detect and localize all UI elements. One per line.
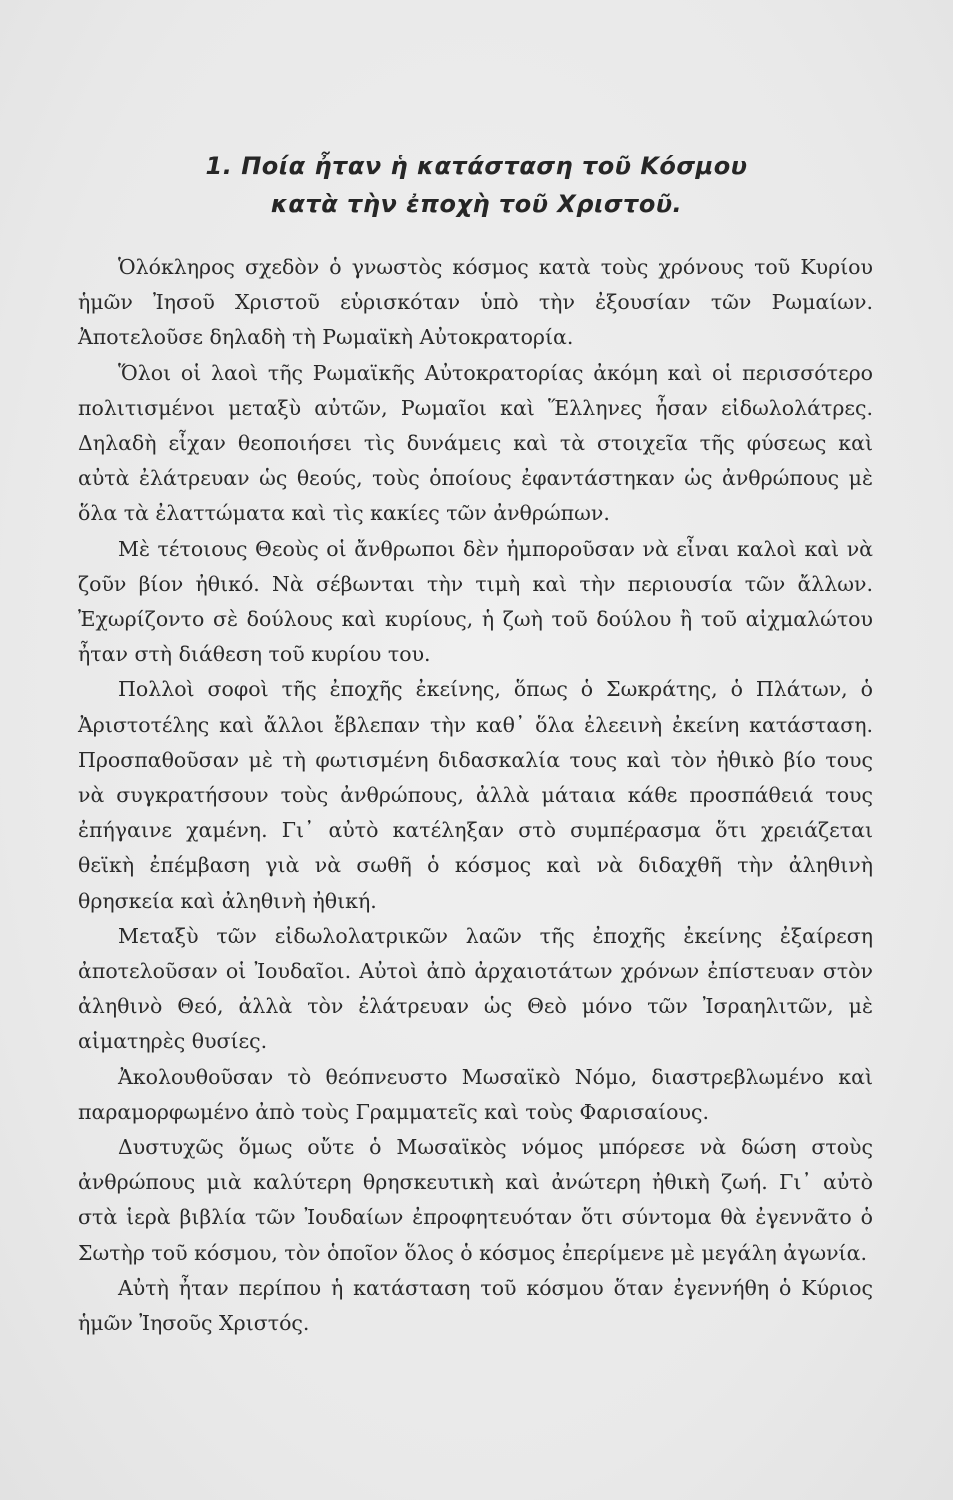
chapter-title-line-2: κατὰ τὴν ἐποχὴ τοῦ Χριστοῦ. [270,190,683,218]
paragraph: Ἀκολουθοῦσαν τὸ θεόπνευστο Μωσαϊκὸ Νόμο, διαστρεβλωμένο καὶ παραμορφωμένο ἀπὸ τοὺς Γραμματεῖς καὶ τοὺς Φαρισαίους. [78,1064,873,1124]
chapter-body [78,250,873,1341]
paragraph: Πολλοὶ σοφοὶ τῆς ἐποχῆς ἐκείνης, ὅπως ὁ Σωκράτης, ὁ Πλάτων, ὁ Ἀριστοτέλης καὶ ἄλλοι ἔβλεπαν τὴν καθ᾽ ὅλα ἐλεεινὴ ἐκείνη κατάσταση. Προσπαθοῦσαν μὲ τὴ φωτισμένη διδασκαλία τους καὶ τὸν ἠθικὸ βίο τους νὰ συγκρατήσουν τοὺς ἀνθρώπους, ἀλλὰ μάταια κάθε προσπάθειά τους ἐπήγαινε χαμένη. Γι᾽ αὐτὸ κατέληξαν στὸ συμπέρασμα ὅτι χρειάζεται θεϊκὴ ἐπέμβαση γιὰ νὰ σωθῆ ὁ κόσμος καὶ νὰ διδαχθῆ τὴν ἀληθινὴ θρησκεία καὶ ἀληθινὴ ἠθική. [78,677,873,913]
paragraph: Μὲ τέτοιους Θεοὺς οἱ ἄνθρωποι δὲν ἠμποροῦσαν νὰ εἶναι καλοὶ καὶ νὰ ζοῦν βίον ἠθικό. Νὰ σέβωνται τὴν τιμὴ καὶ τὴν περιουσία τῶν ἄλλων. Ἐχωρίζοντο σὲ δούλους καὶ κυρίους, ἡ ζωὴ τοῦ δούλου ἢ τοῦ αἰχμαλώτου ἦταν στὴ διάθεση τοῦ κυρίου του. [78,536,873,667]
paragraph: Δυστυχῶς ὅμως οὔτε ὁ Μωσαϊκὸς νόμος μπόρεσε νὰ δώση στοὺς ἀνθρώπους μιὰ καλύτερη θρησκευτικὴ καὶ ἀνώτερη ἠθικὴ ζωή. Γι᾽ αὐτὸ στὰ ἱερὰ βιβλία τῶν Ἰουδαίων ἐπροφητευόταν ὅτι σύντομα θὰ ἐγεννᾶτο ὁ Σωτὴρ τοῦ κόσμου, τὸν ὁποῖον ὅλος ὁ κόσμος ἐπερίμενε μὲ μεγάλη ἀγωνία. [78,1135,873,1265]
paragraph: Ὅλοι οἱ λαοὶ τῆς Ρωμαϊκῆς Αὐτοκρατορίας ἀκόμη καὶ οἱ περισσότερο πολιτισμένοι μεταξὺ αὐτῶν, Ρωμαῖοι καὶ Ἕλληνες ἦσαν εἰδωλολάτρες. Δηλαδὴ εἶχαν θεοποιήσει τὶς δυνάμεις καὶ τὰ στοιχεῖα τῆς φύσεως καὶ αὐτὰ ἐλάτρευαν ὡς θεούς, τοὺς ὁποίους ἐφαντάστηκαν ὡς ἀνθρώπους μὲ ὅλα τὰ ἐλαττώματα καὶ τὶς κακίες τῶν ἀνθρώπων. [78,360,873,526]
paragraph: Ὁλόκληρος σχεδὸν ὁ γνωστὸς κόσμος κατὰ τοὺς χρόνους τοῦ Κυρίου ἡμῶν Ἰησοῦ Χριστοῦ εὑρισκόταν ὑπὸ τὴν ἐξουσίαν τῶν Ρωμαίων. Ἀποτελοῦσε δηλαδὴ τὴ Ρωμαϊκὴ Αὐτοκρατορία. [78,255,873,350]
paragraph: Αὐτὴ ἦταν περίπου ἡ κατάσταση τοῦ κόσμου ὅταν ἐγεννήθη ὁ Κύριος ἡμῶν Ἰησοῦς Χριστός. [78,1275,873,1336]
chapter-title-line-1: 1. Ποία ἦταν ἡ κατάσταση τοῦ Κόσμου [205,152,748,180]
paragraph: Μεταξὺ τῶν εἰδωλολατρικῶν λαῶν τῆς ἐποχῆς ἐκείνης ἐξαίρεση ἀποτελοῦσαν οἱ Ἰουδαῖοι. Αὐτοὶ ἀπὸ ἀρχαιοτάτων χρόνων ἐπίστευαν στὸν ἀληθινὸ Θεό, ἀλλὰ τὸν ἐλάτρευαν ὡς Θεὸ μόνο τῶν Ἰσραηλιτῶν, μὲ αἱματηρὲς θυσίες. [78,923,873,1054]
